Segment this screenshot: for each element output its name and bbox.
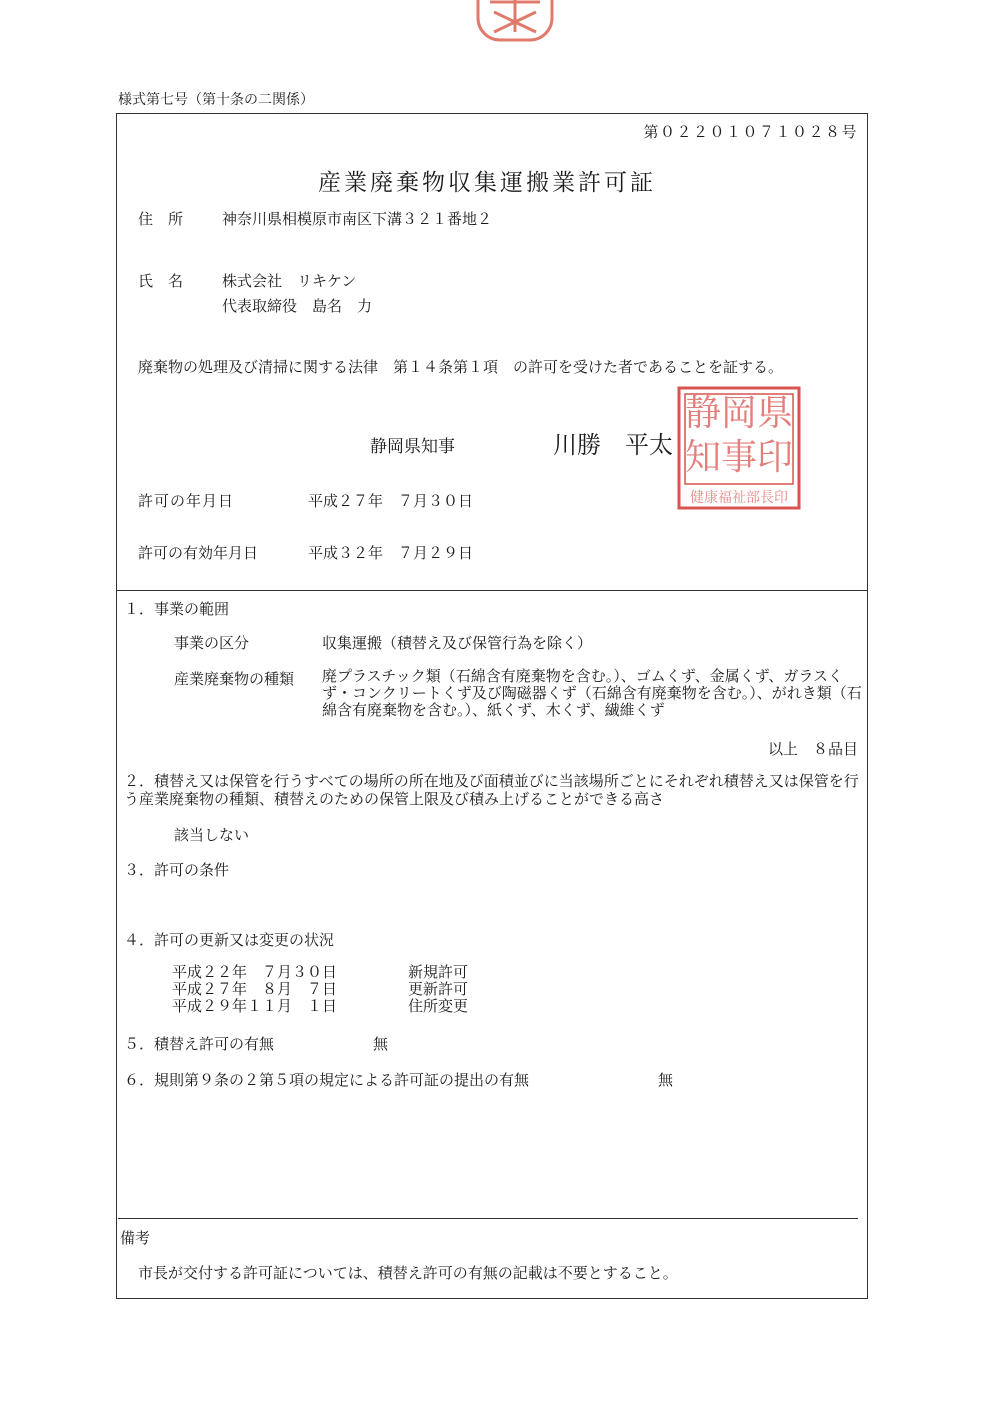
history-date: 平成２７年 ８月 ７日 — [172, 980, 338, 998]
remarks-divider — [118, 1218, 858, 1219]
section5-value: 無 — [373, 1035, 389, 1053]
permit-number: 第０２２０１０７１０２８号 — [643, 123, 858, 141]
section4-heading: ４．許可の更新又は変更の状況 — [124, 931, 335, 949]
history-date: 平成２２年 ７月３０日 — [172, 963, 338, 981]
business-category-label: 事業の区分 — [174, 634, 250, 652]
history-event: 住所変更 — [408, 997, 469, 1015]
remarks-heading: 備考 — [120, 1229, 151, 1247]
history-row — [172, 981, 468, 998]
permit-date-value: 平成２７年 ７月３０日 — [308, 492, 474, 510]
history-row — [172, 964, 468, 981]
document-title: 産業廃棄物収集運搬業許可証 — [318, 170, 656, 196]
history-row — [172, 998, 468, 1015]
section6-value: 無 — [658, 1071, 674, 1089]
form-label: 様式第七号（第十条の二関係） — [118, 92, 314, 108]
address-label: 住 所 — [138, 210, 184, 228]
governor-name: 川勝 平太 — [553, 431, 673, 459]
business-category-value: 収集運搬（積替え及び保管行為を除く） — [322, 634, 593, 652]
section5-heading: ５．積替え許可の有無 — [124, 1035, 275, 1053]
permit-date-label: 許可の年月日 — [138, 492, 235, 510]
top-seal-stamp — [470, 0, 560, 46]
section2-heading: ２．積替え又は保管を行うすべての場所の所在地及び面積並びに当該場所ごとにそれぞれ積替え又は保管を行う産業廃棄物の種類、積替えのための保管上限及び積み上げることができる高さ — [124, 772, 859, 808]
waste-types-total: 以上 ８品目 — [767, 740, 858, 758]
section6-heading: ６．規則第９条の２第５項の規定による許可証の提出の有無 — [124, 1071, 530, 1089]
remarks-text: 市長が交付する許可証については、積替え許可の有無の記載は不要とすること。 — [138, 1264, 678, 1282]
valid-until-value: 平成３２年 ７月２９日 — [308, 544, 474, 562]
svg-text:知事印: 知事印 — [684, 437, 794, 478]
certification-statement: 廃棄物の処理及び清掃に関する法律 第１４条第１項 の許可を受けた者であることを証する。 — [138, 358, 784, 376]
svg-text:静岡県: 静岡県 — [684, 393, 794, 434]
waste-types-label: 産業廃棄物の種類 — [174, 670, 295, 688]
section1-heading: １．事業の範囲 — [124, 600, 230, 618]
history-event: 新規許可 — [408, 963, 469, 981]
name-label: 氏 名 — [138, 272, 184, 290]
address-value: 神奈川県相模原市南区下溝３２１番地２ — [222, 210, 493, 228]
section3-heading: ３．許可の条件 — [124, 861, 230, 879]
history-date: 平成２９年１１月 １日 — [172, 997, 338, 1015]
section2-value: 該当しない — [174, 826, 250, 844]
governor-official-seal — [676, 385, 802, 511]
svg-text:健康福祉部長印: 健康福祉部長印 — [690, 490, 788, 506]
company-name: 株式会社 リキケン — [222, 272, 357, 290]
section-divider — [116, 590, 868, 591]
representative-name: 代表取締役 島名 力 — [222, 297, 373, 315]
governor-title: 静岡県知事 — [370, 437, 455, 457]
history-event: 更新許可 — [408, 980, 469, 998]
waste-types-value: 廃プラスチック類（石綿含有廃棄物を含む。）、ゴムくず、金属くず、ガラスくず・コンクリートくず及び陶磁器くず（石綿含有廃棄物を含む。）、がれき類（石綿含有廃棄物を含む。）、紙くず、木くず、繊維くず — [322, 667, 862, 719]
valid-until-label: 許可の有効年月日 — [138, 544, 259, 562]
history-list — [172, 964, 468, 1015]
